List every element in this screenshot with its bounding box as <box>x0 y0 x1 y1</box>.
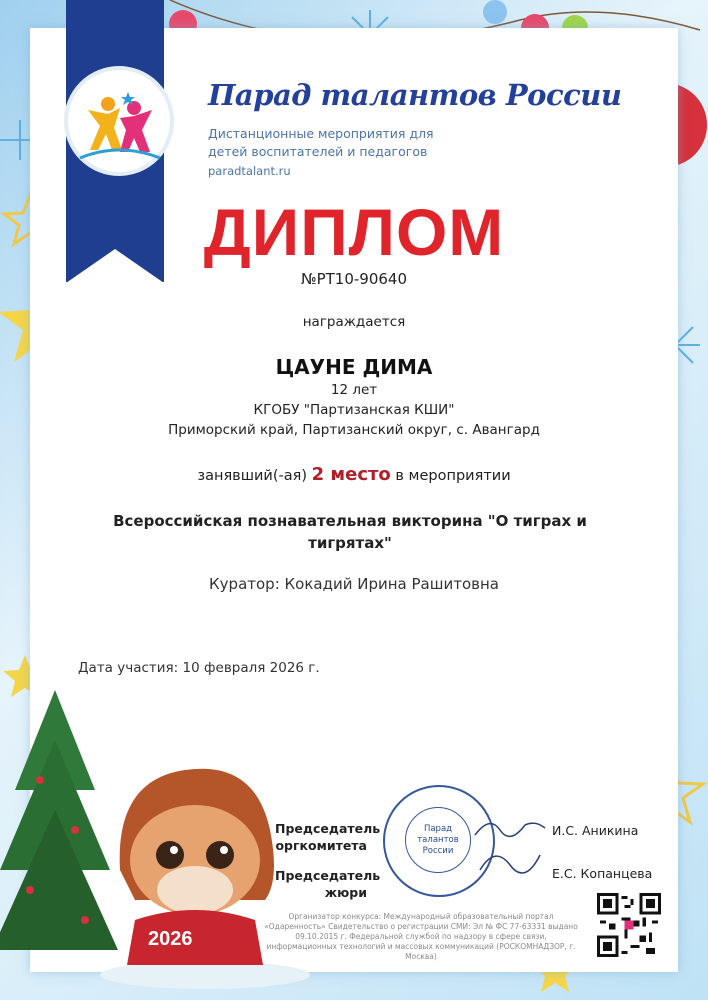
jury-chair-label: Председатель жюри <box>275 868 381 900</box>
org-chair-label: Председатель оргкомитета <box>275 821 381 853</box>
diploma-number: №РТ10-90640 <box>300 270 408 288</box>
brand-title: Парад талантов России <box>208 78 622 112</box>
org-chair-name: И.С. Аникина <box>552 823 639 838</box>
stamp-center-text: Парад талантов России <box>405 807 471 873</box>
recipient-location: Приморский край, Партизанский округ, с. Авангард <box>168 422 540 438</box>
participation-date: Дата участия: 10 февраля 2026 г. <box>78 660 320 676</box>
qr-code-icon[interactable] <box>597 893 661 957</box>
event-title: Всероссийская познавательная викторина "О тиграх и тигрятах" <box>113 512 587 552</box>
diploma-title: ДИПЛОМ <box>203 195 505 269</box>
awarded-text: награждается <box>302 314 406 330</box>
signature-strokes <box>470 810 550 885</box>
brand-url[interactable]: paradtalant.ru <box>208 164 291 178</box>
place-prefix: занявший(-ая) <box>197 468 307 484</box>
curator: Куратор: Кокадий Ирина Рашитовна <box>209 575 499 593</box>
logo-medal <box>64 66 174 176</box>
recipient-institution: КГОБУ "Партизанская КШИ" <box>253 402 455 418</box>
jury-chair-name: Е.С. Копанцева <box>552 866 653 881</box>
legal-text: Организатор конкурса: Международный образовательный портал «Одаренность» Свидетельство о регистрации СМИ: Эл № ФС 77-63331 выдано 09.10.2015 г. Федеральной службой по надзору в сфере связи, информационных технологий и массовых коммуникаций (РОСКОМНАДЗОР, г. Москва) <box>264 912 578 961</box>
garland-bulb <box>483 0 507 24</box>
place-line <box>0 464 708 485</box>
place-suffix: в мероприятии <box>395 468 511 484</box>
children-logo-icon <box>68 70 170 172</box>
sweater-year: 2026 <box>148 928 193 950</box>
brand-subtitle: Дистанционные мероприятия для детей воспитателей и педагогов <box>208 126 434 159</box>
recipient-age: 12 лет <box>330 382 378 398</box>
recipient-name: ЦАУНЕ ДИМА <box>275 355 433 379</box>
place-value: 2 место <box>311 464 391 485</box>
pony-muzzle <box>157 866 233 914</box>
